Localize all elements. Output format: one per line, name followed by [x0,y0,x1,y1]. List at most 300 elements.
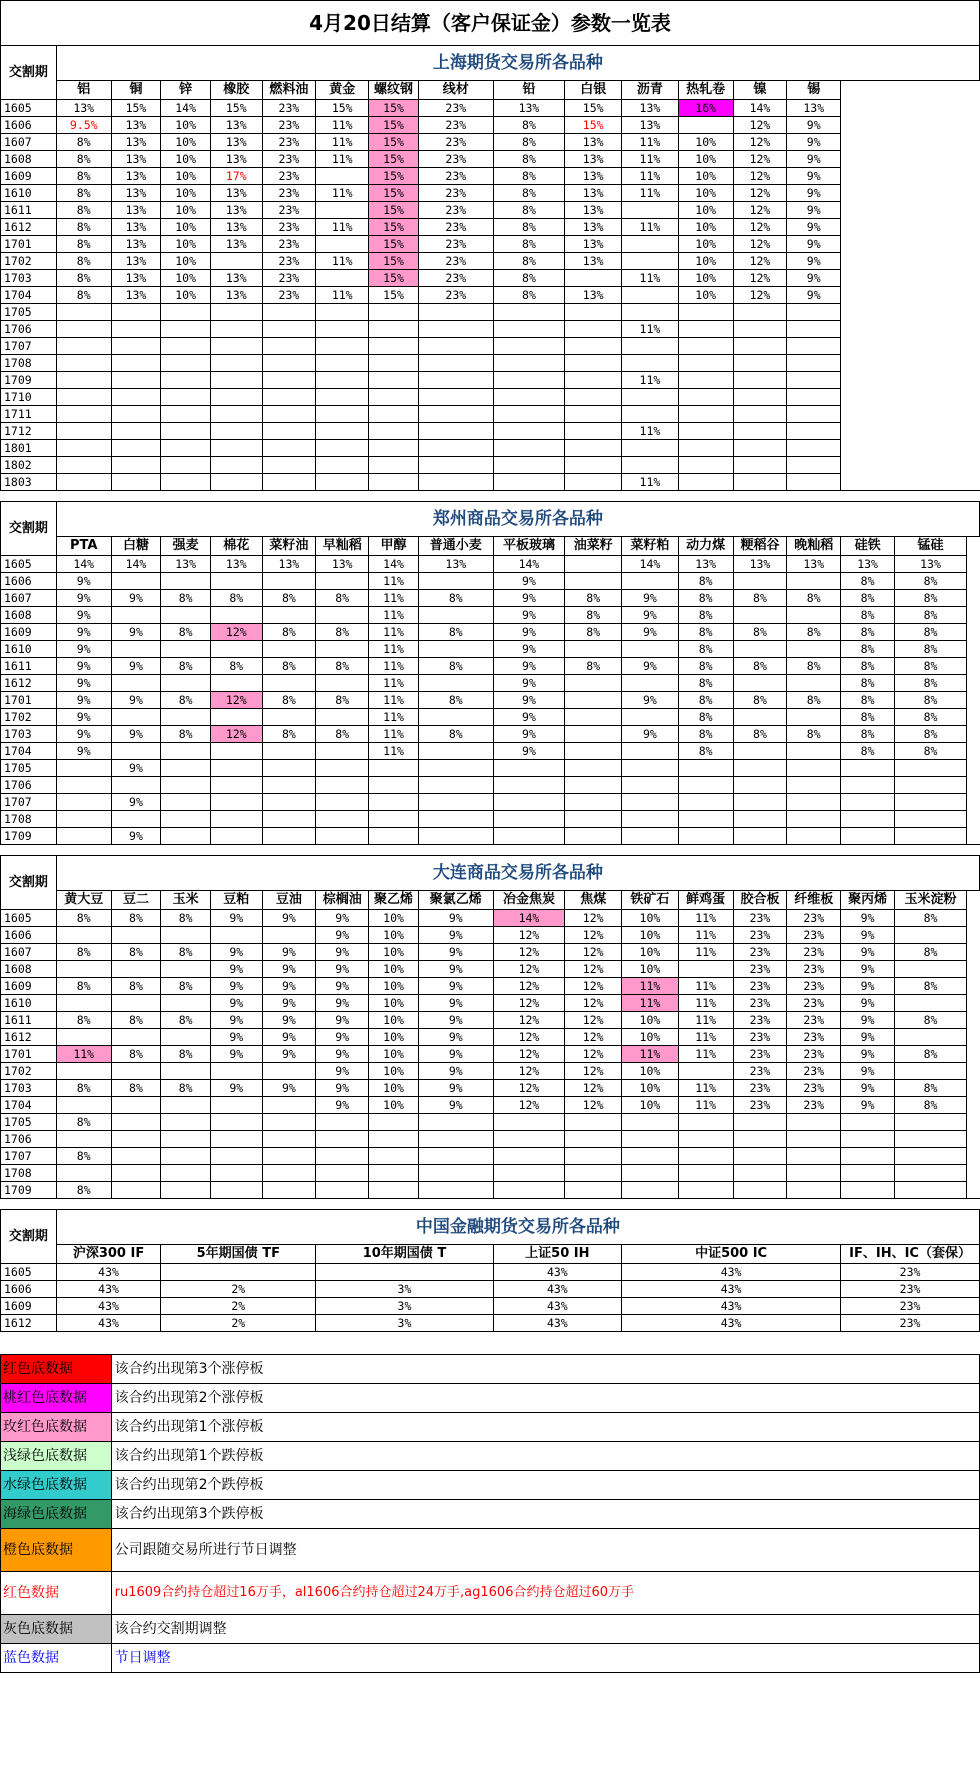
dce-cell [262,1114,316,1131]
czce-cell: 9% [622,624,679,641]
dce-cell: 9% [418,910,493,927]
filler-cell [841,185,980,202]
czce-cell: 8% [841,590,895,607]
cffex-column-headers [1,1245,980,1264]
dce-cell: 11% [622,995,679,1012]
czce-cell: 14% [622,556,679,573]
filler-cell [966,1148,979,1165]
filler-cell [841,202,980,219]
shfe-cell [262,372,316,389]
czce-row [1,794,980,811]
delivery-period: 1612 [1,219,57,236]
shfe-cell [316,236,369,253]
czce-cell: 9% [493,743,565,760]
czce-cell: 8% [895,573,967,590]
czce-cell [733,573,787,590]
dce-cell: 8% [161,1012,211,1029]
shfe-cell [161,406,211,423]
dce-cell: 9% [841,1063,895,1080]
dce-cell: 9% [841,910,895,927]
shfe-cell [316,372,369,389]
shfe-cell: 11% [622,185,679,202]
shfe-cell: 12% [733,219,787,236]
shfe-cell [161,338,211,355]
shfe-cell: 11% [622,474,679,491]
dce-cell [210,1114,262,1131]
czce-col-header: 强麦 [161,537,211,556]
dce-cell: 8% [895,1046,967,1063]
dce-cell [493,1165,565,1182]
shfe-cell [316,202,369,219]
dce-row [1,1012,980,1029]
shfe-cell: 10% [161,185,211,202]
czce-cell [418,828,493,845]
czce-cell [210,641,262,658]
dce-col-header: 黄大豆 [56,891,111,910]
dce-cell: 12% [493,1097,565,1114]
filler-cell [966,590,979,607]
czce-cell: 13% [787,556,841,573]
dce-cell: 8% [161,910,211,927]
shfe-cell [210,406,262,423]
shfe-cell: 13% [565,185,622,202]
dce-cell: 11% [678,1080,733,1097]
czce-cell [210,675,262,692]
filler-cell [966,537,979,556]
shfe-row [1,440,980,457]
shfe-cell [678,321,733,338]
dce-cell: 9% [262,910,316,927]
shfe-cell: 8% [56,219,111,236]
legend-description: 节日调整 [111,1644,979,1673]
dce-cell [210,927,262,944]
czce-cell [262,828,316,845]
dce-cell [210,1131,262,1148]
czce-cell [733,641,787,658]
shfe-cell: 15% [369,236,419,253]
shfe-cell [316,423,369,440]
dce-cell: 12% [565,944,622,961]
shfe-cell [369,355,419,372]
czce-cell: 8% [316,590,369,607]
dce-cell: 8% [111,1080,161,1097]
filler-cell [966,944,979,961]
czce-cell: 9% [56,607,111,624]
dce-cell [895,961,967,978]
czce-column-headers [1,537,980,556]
dce-cell: 10% [622,927,679,944]
shfe-cell [111,474,161,491]
czce-cell: 8% [678,709,733,726]
czce-cell [565,794,622,811]
cffex-cell: 23% [841,1264,980,1281]
czce-cell: 8% [787,624,841,641]
czce-cell: 9% [56,590,111,607]
czce-cell: 8% [895,641,967,658]
shfe-cell [369,338,419,355]
filler-cell [966,1182,979,1199]
dce-cell: 8% [111,1046,161,1063]
czce-cell: 8% [841,624,895,641]
dce-cell: 23% [787,910,841,927]
dce-col-header: 鲜鸡蛋 [678,891,733,910]
cffex-cell: 43% [56,1315,161,1332]
filler-cell [841,474,980,491]
czce-cell [787,709,841,726]
filler-cell [966,961,979,978]
shfe-cell: 10% [678,270,733,287]
gap-cell [1,845,980,856]
dce-cell: 23% [733,978,787,995]
legend-description: 该合约出现第1个涨停板 [111,1413,979,1442]
dce-cell: 9% [841,944,895,961]
czce-cell: 13% [841,556,895,573]
delivery-period: 1612 [1,1029,57,1046]
czce-cell [841,811,895,828]
shfe-cell [678,457,733,474]
dce-cell [262,1148,316,1165]
dce-cell [111,961,161,978]
dce-cell: 8% [56,978,111,995]
czce-cell: 8% [841,573,895,590]
dce-cell: 9% [262,1029,316,1046]
czce-cell [622,675,679,692]
dce-cell: 9% [841,1029,895,1046]
dce-cell: 8% [895,910,967,927]
dce-col-header: 豆粕 [210,891,262,910]
cffex-col-header: 沪深300 IF [56,1245,161,1264]
delivery-period: 1709 [1,828,57,845]
czce-col-header: PTA [56,537,111,556]
delivery-period: 1609 [1,978,57,995]
shfe-cell [565,389,622,406]
dce-cell [56,1165,111,1182]
czce-row [1,692,980,709]
czce-cell: 9% [622,692,679,709]
czce-cell [111,641,161,658]
shfe-cell: 15% [369,134,419,151]
czce-col-header: 硅铁 [841,537,895,556]
delivery-period: 1712 [1,423,57,440]
shfe-cell [493,389,565,406]
czce-cell [262,641,316,658]
dce-cell [565,1165,622,1182]
shfe-cell: 10% [161,168,211,185]
shfe-col-header: 锌 [161,81,211,100]
shfe-cell [111,372,161,389]
dce-cell: 10% [622,1097,679,1114]
dce-cell [733,1165,787,1182]
czce-cell [369,828,419,845]
shfe-cell: 14% [733,100,787,117]
shfe-cell: 23% [418,270,493,287]
dce-cell: 10% [369,1063,419,1080]
filler-cell [841,270,980,287]
czce-cell [733,811,787,828]
czce-cell [316,641,369,658]
delivery-period: 1701 [1,236,57,253]
czce-cell [418,675,493,692]
dce-cell: 8% [161,1080,211,1097]
dce-cell: 8% [895,1097,967,1114]
czce-cell [565,573,622,590]
shfe-row [1,236,980,253]
delivery-period: 1706 [1,1131,57,1148]
shfe-cell: 13% [210,117,262,134]
dce-cell: 9% [418,1063,493,1080]
shfe-cell: 13% [111,151,161,168]
dce-cell [161,1165,211,1182]
shfe-cell [733,355,787,372]
dce-cell: 10% [622,944,679,961]
dce-cell: 23% [733,995,787,1012]
dce-cell: 9% [262,1080,316,1097]
czce-cell: 8% [733,692,787,709]
filler-cell [966,743,979,760]
cffex-cell: 43% [56,1281,161,1298]
shfe-cell: 9% [787,185,841,202]
czce-cell: 8% [895,624,967,641]
delivery-period: 1609 [1,624,57,641]
shfe-cell: 8% [493,168,565,185]
legend-swatch: 红色底数据 [1,1355,112,1384]
shfe-cell: 10% [161,117,211,134]
dce-col-header: 铁矿石 [622,891,679,910]
shfe-cell: 8% [493,151,565,168]
czce-cell: 9% [56,624,111,641]
czce-cell [56,794,111,811]
czce-cell: 8% [733,726,787,743]
dce-cell [111,927,161,944]
shfe-cell: 15% [565,100,622,117]
czce-row [1,607,980,624]
czce-cell [316,607,369,624]
shfe-cell: 13% [565,253,622,270]
shfe-cell [787,321,841,338]
filler-cell [841,100,980,117]
shfe-cell [622,287,679,304]
shfe-cell [418,372,493,389]
shfe-cell: 11% [316,134,369,151]
shfe-cell [56,355,111,372]
cffex-cell: 43% [622,1298,841,1315]
czce-cell [787,828,841,845]
dce-cell: 10% [369,910,419,927]
czce-cell [316,743,369,760]
czce-cell [895,828,967,845]
czce-cell: 8% [678,590,733,607]
shfe-cell: 8% [493,253,565,270]
czce-cell [56,828,111,845]
dce-cell: 9% [418,1046,493,1063]
shfe-column-headers [1,81,980,100]
czce-cell: 8% [841,658,895,675]
czce-cell [678,777,733,794]
shfe-cell: 15% [316,100,369,117]
czce-cell: 14% [111,556,161,573]
czce-cell: 11% [369,709,419,726]
legend-row [1,1644,980,1673]
delivery-period: 1607 [1,134,57,151]
shfe-row [1,168,980,185]
legend-description: 该合约出现第1个跌停板 [111,1442,979,1471]
czce-cell: 9% [56,658,111,675]
czce-cell: 9% [111,624,161,641]
czce-cell: 8% [787,726,841,743]
dce-cell [56,995,111,1012]
czce-cell [316,828,369,845]
dce-cell: 9% [316,961,369,978]
shfe-cell: 8% [56,236,111,253]
dce-cell: 12% [493,1080,565,1097]
czce-cell [733,607,787,624]
czce-row [1,675,980,692]
dce-cell [161,1029,211,1046]
dce-cell: 11% [678,1012,733,1029]
shfe-cell: 8% [56,151,111,168]
shfe-cell: 13% [210,219,262,236]
shfe-cell: 13% [622,117,679,134]
shfe-row [1,270,980,287]
dce-cell [369,1148,419,1165]
shfe-cell [262,355,316,372]
dce-col-header: 豆油 [262,891,316,910]
shfe-cell: 13% [56,100,111,117]
dce-cell [895,1063,967,1080]
shfe-cell: 23% [262,219,316,236]
shfe-cell [493,321,565,338]
cffex-cell: 43% [56,1264,161,1281]
shfe-cell [678,423,733,440]
dce-cell [161,1182,211,1199]
cffex-section-header [1,1210,980,1245]
shfe-cell [210,338,262,355]
shfe-cell: 8% [56,185,111,202]
dce-cell [895,1182,967,1199]
delivery-period: 1704 [1,743,57,760]
dce-cell [369,1131,419,1148]
shfe-cell: 8% [56,287,111,304]
shfe-cell [493,440,565,457]
dce-cell: 8% [111,910,161,927]
dce-cell [262,927,316,944]
shfe-cell [56,321,111,338]
cffex-cell [316,1264,493,1281]
dce-cell: 10% [369,1012,419,1029]
dce-cell: 8% [111,944,161,961]
dce-cell [56,927,111,944]
czce-cell [161,777,211,794]
dce-row [1,1046,980,1063]
dce-cell: 23% [787,927,841,944]
shfe-cell [111,457,161,474]
shfe-cell: 11% [316,185,369,202]
shfe-cell [733,372,787,389]
shfe-cell: 9% [787,236,841,253]
czce-cell [493,811,565,828]
shfe-cell [262,440,316,457]
shfe-cell: 23% [262,185,316,202]
dce-cell: 23% [787,995,841,1012]
delivery-period: 1610 [1,641,57,658]
dce-cell: 8% [161,978,211,995]
shfe-cell: 13% [111,134,161,151]
shfe-cell: 15% [369,151,419,168]
dce-cell: 10% [622,961,679,978]
dce-cell [210,1063,262,1080]
dce-cell [733,1131,787,1148]
dce-cell: 10% [369,995,419,1012]
shfe-cell: 13% [787,100,841,117]
czce-cell [316,573,369,590]
dce-cell: 11% [678,944,733,961]
czce-cell: 8% [210,590,262,607]
czce-col-header: 粳稻谷 [733,537,787,556]
czce-cell [111,709,161,726]
dce-cell [111,1148,161,1165]
dce-cell [316,1131,369,1148]
dce-cell [418,1182,493,1199]
shfe-cell [787,457,841,474]
czce-cell [418,641,493,658]
czce-cell: 8% [418,658,493,675]
delivery-period: 1606 [1,927,57,944]
czce-cell [210,777,262,794]
shfe-cell [565,270,622,287]
dce-col-header: 纤维板 [787,891,841,910]
czce-cell [787,794,841,811]
czce-cell [787,811,841,828]
dce-cell: 9% [262,944,316,961]
delivery-period: 1611 [1,1012,57,1029]
dce-cell [111,1131,161,1148]
delivery-period: 1606 [1,1281,57,1298]
czce-cell [262,777,316,794]
dce-cell: 9% [418,944,493,961]
czce-cell [493,794,565,811]
filler-cell [966,641,979,658]
shfe-cell: 8% [493,202,565,219]
filler-cell [841,372,980,389]
shfe-cell: 23% [418,134,493,151]
shfe-cell [733,423,787,440]
shfe-cell [56,406,111,423]
filler-cell [966,1063,979,1080]
shfe-cell: 11% [316,219,369,236]
filler-cell [966,726,979,743]
shfe-cell [678,474,733,491]
czce-cell [787,777,841,794]
shfe-cell [418,338,493,355]
shfe-cell [733,440,787,457]
dce-col-header: 焦煤 [565,891,622,910]
czce-cell: 9% [493,573,565,590]
czce-cell [210,828,262,845]
filler-cell [966,995,979,1012]
shfe-cell [369,440,419,457]
czce-cell [678,794,733,811]
dce-cell: 8% [56,910,111,927]
shfe-cell [493,355,565,372]
czce-cell: 8% [316,692,369,709]
dce-cell: 9% [418,995,493,1012]
czce-cell [733,794,787,811]
delivery-period: 1702 [1,709,57,726]
section-gap [1,845,980,856]
shfe-cell [262,338,316,355]
shfe-cell: 11% [622,270,679,287]
czce-cell [733,828,787,845]
